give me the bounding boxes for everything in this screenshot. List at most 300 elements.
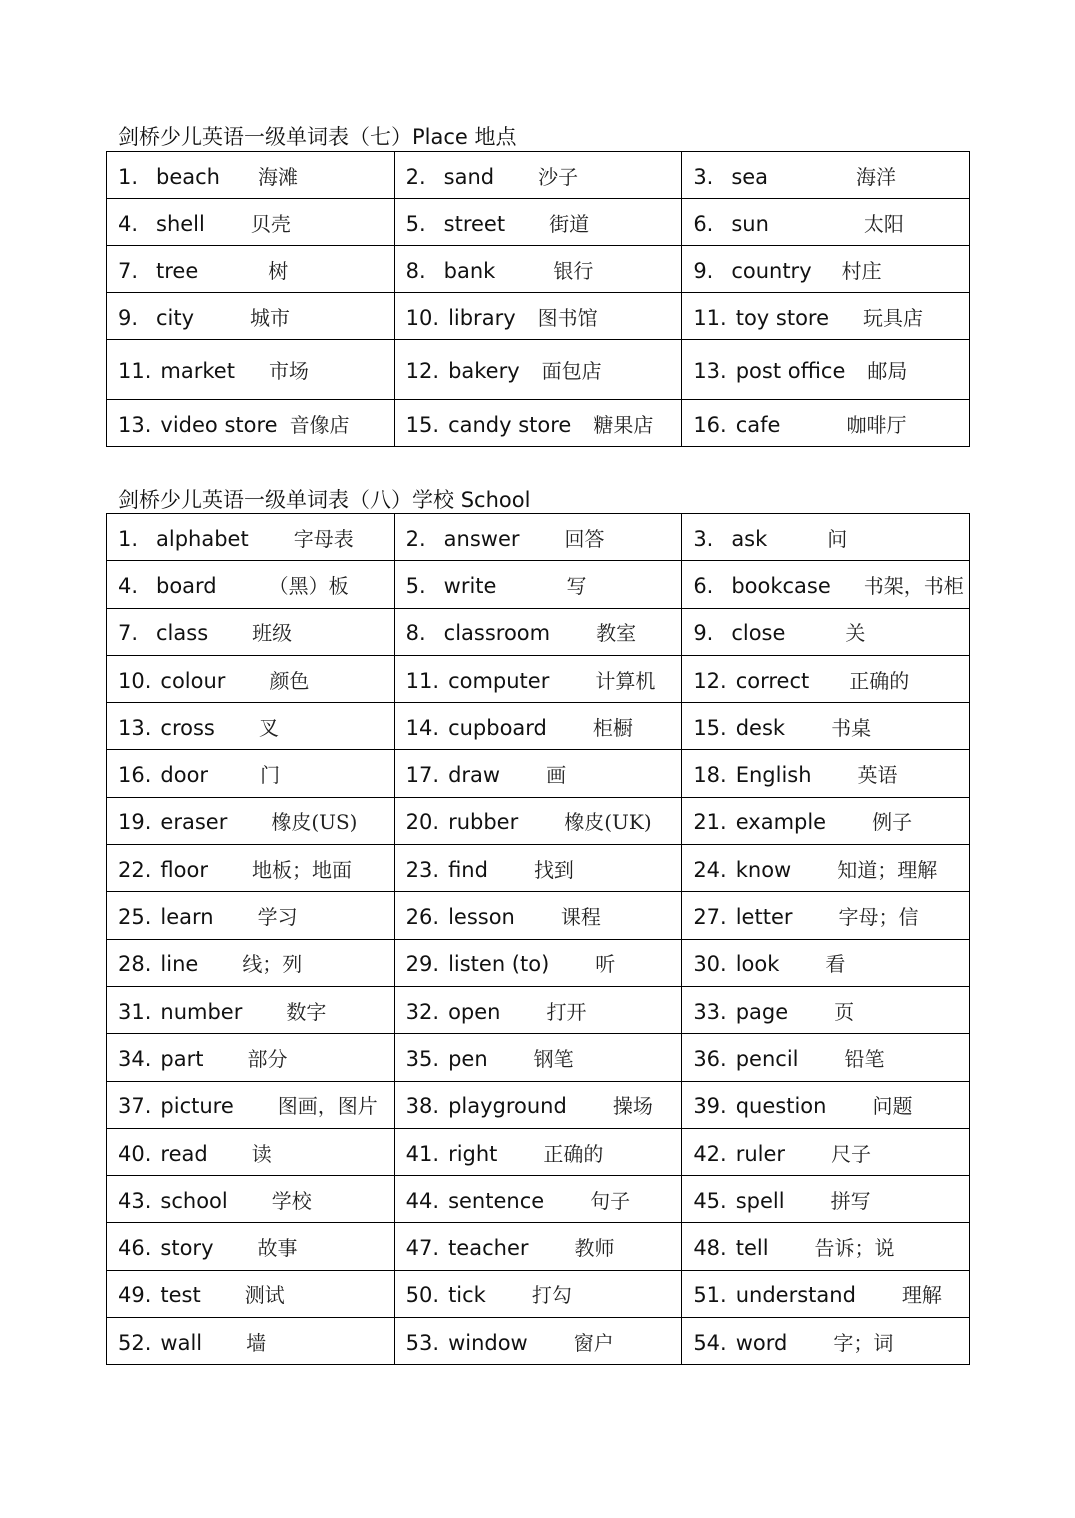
chinese-translation: 海洋 — [856, 164, 897, 189]
entry-number: 40. — [118, 1141, 152, 1166]
english-word: playground — [448, 1094, 567, 1119]
chinese-translation: 正确的 — [543, 1141, 604, 1166]
entry-number: 45. — [693, 1188, 727, 1213]
school-vocab-cell — [107, 561, 395, 608]
entry-number: 20. — [405, 810, 440, 835]
place-vocab-cell — [394, 400, 682, 447]
chinese-translation: 叉 — [258, 715, 279, 740]
english-word: line — [160, 952, 199, 977]
entry-number: 53. — [405, 1330, 440, 1355]
place-vocab-cell — [682, 340, 970, 400]
chinese-translation: 学校 — [271, 1188, 312, 1213]
chinese-translation: 玩具店 — [863, 305, 924, 330]
school-vocab-cell — [107, 986, 395, 1033]
english-word: floor — [160, 857, 208, 882]
school-vocab-cell — [107, 939, 395, 986]
school-vocab-cell — [107, 1176, 395, 1223]
english-word: tick — [448, 1283, 486, 1308]
entry-number: 3. — [693, 164, 714, 189]
entry-number: 13. — [118, 412, 152, 437]
english-word: test — [160, 1283, 201, 1308]
chinese-translation: 贝壳 — [250, 211, 291, 236]
school-table-row — [107, 655, 970, 702]
school-table-row — [107, 703, 970, 750]
english-word: ask — [731, 526, 768, 551]
english-word: sand — [443, 164, 495, 189]
school-vocab-cell — [682, 1270, 970, 1317]
entry-number: 11. — [693, 305, 727, 330]
english-word: bakery — [448, 359, 520, 383]
entry-number: 27. — [693, 905, 727, 930]
school-vocab-cell — [682, 845, 970, 892]
chinese-translation: 咖啡厅 — [846, 412, 907, 437]
chinese-translation: 测试 — [244, 1283, 285, 1308]
chinese-translation: 教师 — [574, 1236, 615, 1261]
school-vocab-cell — [682, 1176, 970, 1223]
entry-number: 1. — [118, 526, 139, 551]
school-vocab-cell — [394, 750, 682, 797]
place-vocab-cell — [107, 340, 395, 400]
english-word: window — [448, 1330, 528, 1355]
english-word: right — [448, 1141, 498, 1166]
chinese-translation: 课程 — [560, 905, 601, 930]
english-word: lesson — [448, 905, 515, 930]
chinese-translation: 读 — [251, 1141, 272, 1166]
chinese-translation: 钢笔 — [533, 1046, 574, 1071]
english-word: spell — [735, 1188, 785, 1213]
school-table-row — [107, 1223, 970, 1270]
english-word: page — [735, 999, 789, 1024]
school-table-row — [107, 561, 970, 608]
english-word: picture — [160, 1094, 234, 1119]
english-word: ruler — [735, 1141, 786, 1166]
school-table-row — [107, 750, 970, 797]
chinese-translation: 图画，图片 — [277, 1094, 378, 1119]
chinese-translation: 书架，书柜 — [863, 573, 964, 598]
english-word: draw — [448, 763, 501, 788]
english-word: class — [156, 621, 209, 646]
entry-number: 33. — [693, 999, 727, 1024]
english-word: open — [448, 999, 501, 1024]
english-word: beach — [156, 164, 220, 189]
chinese-translation: 颜色 — [269, 668, 310, 693]
english-word: sun — [731, 211, 769, 236]
english-word: classroom — [443, 621, 551, 646]
school-table-row — [107, 892, 970, 939]
school-table-row — [107, 514, 970, 561]
entry-number: 3. — [693, 526, 714, 551]
place-table-caption — [118, 121, 517, 151]
english-word: candy store — [448, 412, 572, 437]
english-word: post office — [735, 359, 846, 383]
place-table-row — [107, 293, 970, 340]
english-word: question — [735, 1094, 827, 1119]
entry-number: 15. — [405, 412, 440, 437]
chinese-translation: 页 — [834, 999, 855, 1024]
entry-number: 49. — [118, 1283, 152, 1308]
entry-number: 7. — [118, 258, 139, 283]
chinese-translation: 图书馆 — [537, 305, 598, 330]
chinese-translation: 窗户 — [573, 1330, 614, 1355]
place-vocab-cell — [107, 400, 395, 447]
school-vocab-cell — [394, 1223, 682, 1270]
school-vocab-cell — [394, 514, 682, 561]
entry-number: 48. — [693, 1236, 727, 1261]
school-vocab-cell — [682, 1318, 970, 1365]
english-word: cafe — [735, 412, 781, 437]
chinese-translation: 教室 — [596, 621, 637, 646]
place-caption-suffix: 地点 — [474, 125, 517, 149]
place-vocab-cell — [394, 340, 682, 400]
entry-number: 4. — [118, 573, 139, 598]
school-vocab-cell — [682, 986, 970, 1033]
school-vocab-cell — [682, 1128, 970, 1175]
english-word: colour — [160, 668, 226, 693]
english-word: teacher — [448, 1236, 529, 1261]
chinese-translation: 树 — [268, 258, 289, 283]
english-word: write — [443, 573, 497, 598]
school-vocab-cell — [394, 892, 682, 939]
english-word: sentence — [448, 1188, 545, 1213]
english-word: eraser — [160, 810, 228, 835]
place-vocab-cell — [394, 293, 682, 340]
english-word: shell — [156, 211, 205, 236]
entry-number: 42. — [693, 1141, 727, 1166]
chinese-translation: 沙子 — [538, 164, 579, 189]
entry-number: 47. — [405, 1236, 440, 1261]
english-word: example — [735, 810, 827, 835]
entry-number: 12. — [405, 359, 440, 383]
chinese-translation: 橡皮(US) — [271, 810, 358, 835]
english-word: find — [448, 857, 488, 882]
english-word: bookcase — [731, 573, 831, 598]
chinese-translation: 城市 — [250, 305, 291, 330]
entry-number: 1. — [118, 164, 139, 189]
entry-number: 16. — [118, 763, 152, 788]
entry-number: 35. — [405, 1046, 440, 1071]
school-vocab-cell — [682, 561, 970, 608]
school-caption-en: School — [460, 488, 531, 512]
school-vocab-cell — [682, 939, 970, 986]
school-vocab-cell — [107, 845, 395, 892]
school-vocab-cell — [394, 1270, 682, 1317]
chinese-translation: 拼写 — [830, 1188, 871, 1213]
entry-number: 37. — [118, 1094, 152, 1119]
school-table-caption — [118, 484, 530, 514]
school-vocab-cell — [394, 1176, 682, 1223]
entry-number: 5. — [405, 211, 426, 236]
place-table-row — [107, 340, 970, 400]
school-vocab-cell — [107, 892, 395, 939]
chinese-translation: （黑）板 — [268, 573, 349, 598]
school-vocab-cell — [394, 655, 682, 702]
english-word: tree — [156, 258, 199, 283]
english-word: understand — [735, 1283, 856, 1308]
chinese-translation: 墙 — [246, 1330, 267, 1355]
school-vocab-cell — [107, 1318, 395, 1365]
chinese-translation: 英语 — [857, 763, 898, 788]
english-word: market — [160, 359, 235, 383]
chinese-translation: 听 — [595, 952, 616, 977]
english-word: alphabet — [156, 526, 249, 551]
place-table-row — [107, 400, 970, 447]
school-vocab-cell — [394, 1318, 682, 1365]
school-vocab-cell — [682, 608, 970, 655]
chinese-translation: 街道 — [549, 211, 590, 236]
school-vocab-cell — [682, 892, 970, 939]
school-table-row — [107, 1128, 970, 1175]
chinese-translation: 数字 — [286, 999, 327, 1024]
place-caption-en: Place — [412, 125, 468, 149]
chinese-translation: 画 — [546, 763, 567, 788]
place-vocab-cell — [107, 152, 395, 199]
school-vocab-cell — [682, 703, 970, 750]
school-table-row — [107, 1270, 970, 1317]
entry-number: 13. — [118, 715, 152, 740]
chinese-translation: 邮局 — [867, 359, 908, 383]
chinese-translation: 理解 — [901, 1283, 942, 1308]
entry-number: 29. — [405, 952, 440, 977]
school-table-row — [107, 939, 970, 986]
entry-number: 38. — [405, 1094, 440, 1119]
chinese-translation: 线；列 — [242, 952, 303, 977]
english-word: school — [160, 1188, 228, 1213]
entry-number: 28. — [118, 952, 152, 977]
english-word: part — [160, 1046, 204, 1071]
school-vocab-cell — [107, 1081, 395, 1128]
school-vocab-cell — [107, 703, 395, 750]
entry-number: 2. — [405, 526, 426, 551]
english-word: correct — [735, 668, 810, 693]
chinese-translation: 计算机 — [595, 668, 656, 693]
entry-number: 10. — [405, 305, 440, 330]
entry-number: 34. — [118, 1046, 152, 1071]
school-vocab-cell — [394, 1128, 682, 1175]
school-table-row — [107, 1176, 970, 1223]
english-word: video store — [160, 412, 278, 437]
entry-number: 41. — [405, 1141, 440, 1166]
place-vocab-cell — [682, 293, 970, 340]
chinese-translation: 写 — [566, 573, 587, 598]
chinese-translation: 柜橱 — [592, 715, 633, 740]
school-table-row — [107, 845, 970, 892]
entry-number: 21. — [693, 810, 727, 835]
english-word: listen (to) — [448, 952, 550, 977]
entry-number: 46. — [118, 1236, 152, 1261]
school-vocabulary-table — [106, 513, 970, 1365]
entry-number: 8. — [405, 258, 426, 283]
entry-number: 14. — [405, 715, 440, 740]
chinese-translation: 市场 — [268, 359, 309, 383]
school-vocab-cell — [107, 750, 395, 797]
school-vocab-cell — [107, 608, 395, 655]
school-vocab-cell — [394, 797, 682, 844]
entry-number: 30. — [693, 952, 727, 977]
school-vocab-cell — [682, 1081, 970, 1128]
entry-number: 32. — [405, 999, 440, 1024]
chinese-translation: 太阳 — [863, 211, 904, 236]
school-table-row — [107, 1081, 970, 1128]
school-vocab-cell — [682, 1223, 970, 1270]
chinese-translation: 回答 — [564, 526, 605, 551]
chinese-translation: 地板；地面 — [251, 857, 352, 882]
english-word: rubber — [448, 810, 519, 835]
entry-number: 16. — [693, 412, 727, 437]
entry-number: 11. — [405, 668, 440, 693]
entry-number: 17. — [405, 763, 440, 788]
chinese-translation: 书桌 — [831, 715, 872, 740]
chinese-translation: 正确的 — [849, 668, 910, 693]
chinese-translation: 班级 — [252, 621, 293, 646]
chinese-translation: 句子 — [590, 1188, 631, 1213]
chinese-translation: 关 — [845, 621, 866, 646]
entry-number: 13. — [693, 359, 727, 383]
entry-number: 10. — [118, 668, 152, 693]
english-word: close — [731, 621, 786, 646]
entry-number: 6. — [693, 573, 714, 598]
chinese-translation: 知道；理解 — [837, 857, 938, 882]
chinese-translation: 村庄 — [841, 258, 882, 283]
english-word: desk — [735, 715, 786, 740]
school-vocab-cell — [107, 797, 395, 844]
school-vocab-cell — [394, 703, 682, 750]
english-word: library — [448, 305, 516, 330]
entry-number: 19. — [118, 810, 152, 835]
entry-number: 51. — [693, 1283, 727, 1308]
chinese-translation: 糖果店 — [593, 412, 654, 437]
chinese-translation: 打勾 — [531, 1283, 572, 1308]
place-vocab-cell — [107, 293, 395, 340]
school-vocab-cell — [394, 845, 682, 892]
place-vocabulary-table — [106, 151, 970, 447]
chinese-translation: 告诉；说 — [814, 1236, 895, 1261]
english-word: word — [735, 1330, 788, 1355]
english-word: door — [160, 763, 209, 788]
place-vocab-cell — [682, 199, 970, 246]
entry-number: 18. — [693, 763, 727, 788]
place-vocab-cell — [682, 246, 970, 293]
entry-number: 7. — [118, 621, 139, 646]
chinese-translation: 音像店 — [289, 412, 350, 437]
school-vocab-cell — [107, 655, 395, 702]
entry-number: 54. — [693, 1330, 727, 1355]
place-vocab-cell — [682, 400, 970, 447]
entry-number: 43. — [118, 1188, 152, 1213]
english-word: answer — [443, 526, 520, 551]
school-vocab-cell — [107, 514, 395, 561]
place-table-row — [107, 246, 970, 293]
school-vocab-cell — [107, 1128, 395, 1175]
entry-number: 50. — [405, 1283, 440, 1308]
entry-number: 8. — [405, 621, 426, 646]
english-word: cupboard — [448, 715, 547, 740]
school-table-row — [107, 608, 970, 655]
chinese-translation: 问题 — [872, 1094, 913, 1119]
english-word: number — [160, 999, 243, 1024]
place-vocab-cell — [107, 199, 395, 246]
entry-number: 36. — [693, 1046, 727, 1071]
entry-number: 23. — [405, 857, 440, 882]
entry-number: 9. — [693, 258, 714, 283]
chinese-translation: 操场 — [612, 1094, 653, 1119]
chinese-translation: 银行 — [553, 258, 594, 283]
chinese-translation: 打开 — [546, 999, 587, 1024]
entry-number: 31. — [118, 999, 152, 1024]
entry-number: 6. — [693, 211, 714, 236]
entry-number: 24. — [693, 857, 727, 882]
english-word: learn — [160, 905, 214, 930]
english-word: toy store — [735, 305, 830, 330]
chinese-translation: 看 — [825, 952, 846, 977]
school-table-row — [107, 986, 970, 1033]
school-vocab-cell — [107, 1270, 395, 1317]
english-word: look — [735, 952, 780, 977]
school-vocab-cell — [394, 1034, 682, 1081]
place-vocab-cell — [107, 246, 395, 293]
school-vocab-cell — [394, 939, 682, 986]
chinese-translation: 海滩 — [257, 164, 298, 189]
chinese-translation: 面包店 — [541, 359, 602, 383]
english-word: pencil — [735, 1046, 799, 1071]
entry-number: 4. — [118, 211, 139, 236]
english-word: computer — [448, 668, 550, 693]
entry-number: 5. — [405, 573, 426, 598]
entry-number: 22. — [118, 857, 152, 882]
school-table-row — [107, 797, 970, 844]
english-word: bank — [443, 258, 496, 283]
entry-number: 12. — [693, 668, 727, 693]
entry-number: 9. — [118, 305, 139, 330]
chinese-translation: 例子 — [872, 810, 913, 835]
chinese-translation: 尺子 — [831, 1141, 872, 1166]
place-table-row — [107, 152, 970, 199]
chinese-translation: 问 — [827, 526, 848, 551]
english-word: story — [160, 1236, 214, 1261]
entry-number: 25. — [118, 905, 152, 930]
english-word: tell — [735, 1236, 769, 1261]
chinese-translation: 找到 — [533, 857, 574, 882]
school-vocab-cell — [682, 750, 970, 797]
english-word: street — [443, 211, 506, 236]
school-vocab-cell — [394, 986, 682, 1033]
entry-number: 39. — [693, 1094, 727, 1119]
entry-number: 2. — [405, 164, 426, 189]
english-word: pen — [448, 1046, 488, 1071]
chinese-translation: 门 — [260, 763, 281, 788]
entry-number: 26. — [405, 905, 440, 930]
english-word: letter — [735, 905, 793, 930]
english-word: wall — [160, 1330, 203, 1355]
english-word: know — [735, 857, 792, 882]
chinese-translation: 铅笔 — [844, 1046, 885, 1071]
school-table-row — [107, 1034, 970, 1081]
place-vocab-cell — [394, 199, 682, 246]
english-word: country — [731, 258, 812, 283]
school-vocab-cell — [394, 1081, 682, 1128]
chinese-translation: 橡皮(UK) — [564, 810, 652, 835]
school-vocab-cell — [107, 1034, 395, 1081]
english-word: read — [160, 1141, 208, 1166]
entry-number: 15. — [693, 715, 727, 740]
place-vocab-cell — [394, 246, 682, 293]
school-vocab-cell — [682, 1034, 970, 1081]
chinese-translation: 故事 — [257, 1236, 298, 1261]
entry-number: 44. — [405, 1188, 440, 1213]
chinese-translation: 字；词 — [833, 1330, 894, 1355]
english-word: city — [156, 305, 195, 330]
english-word: board — [156, 573, 217, 598]
place-vocab-cell — [682, 152, 970, 199]
